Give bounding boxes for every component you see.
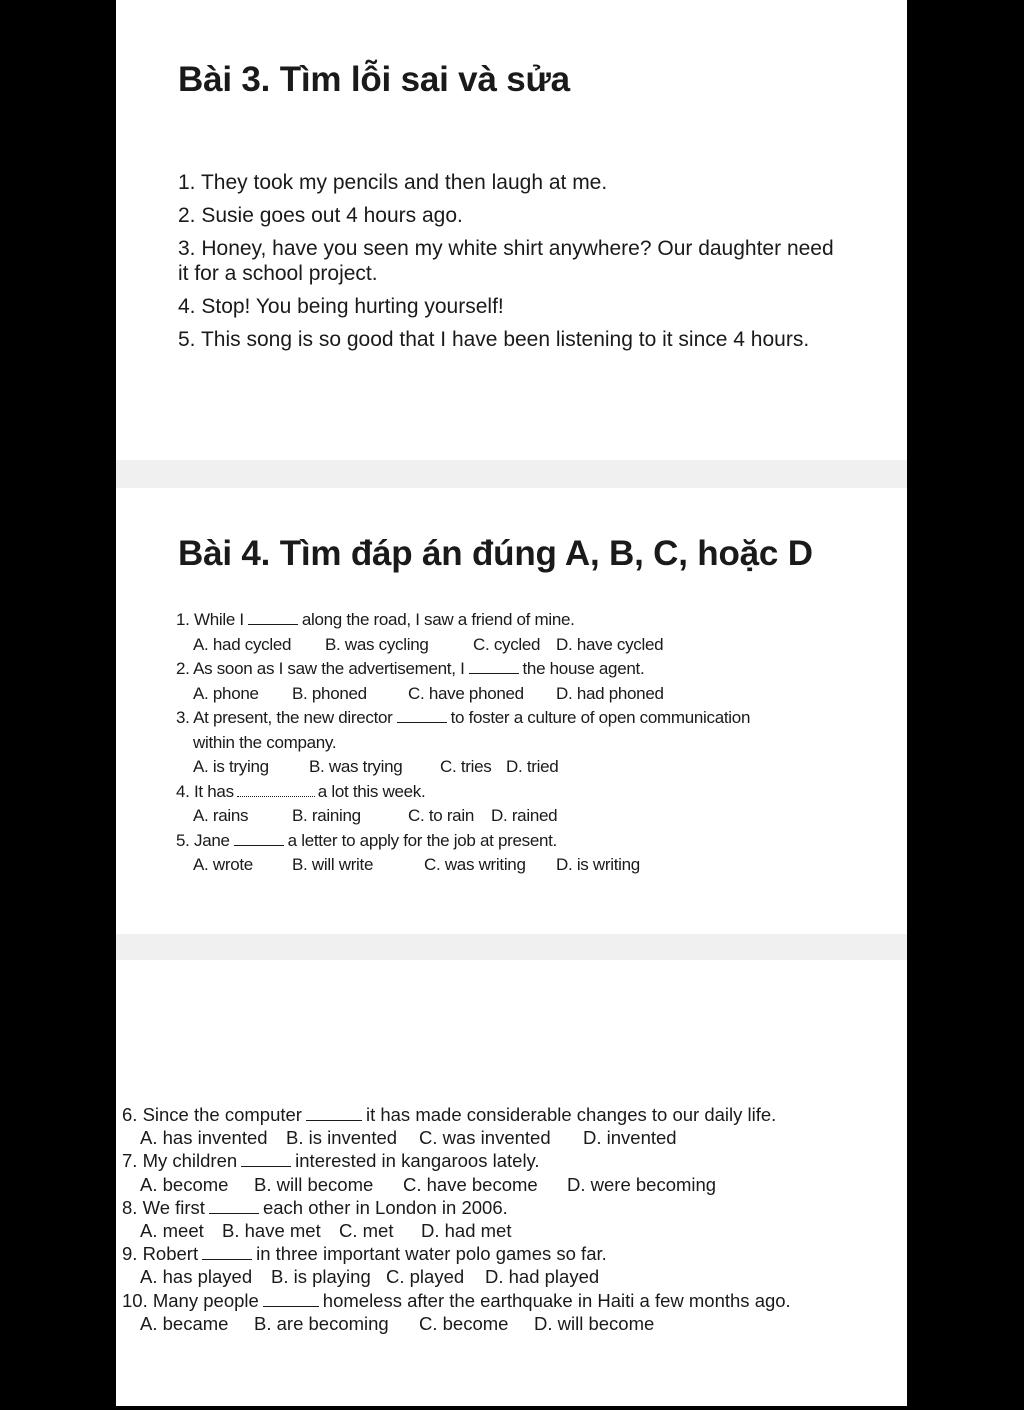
option-c: C. to rain bbox=[408, 806, 474, 825]
option-b: B. is invented bbox=[286, 1127, 398, 1149]
list-item: 4. Stop! You being hurting yourself! bbox=[178, 295, 504, 318]
question-text: interested in kangaroos lately. bbox=[295, 1150, 540, 1172]
option-b: B. will become bbox=[254, 1173, 374, 1195]
question-4 bbox=[176, 780, 856, 805]
answer-blank bbox=[202, 1243, 252, 1261]
question-text: a lot this week. bbox=[317, 781, 426, 801]
answer-blank bbox=[469, 658, 519, 674]
answer-blank bbox=[209, 1196, 259, 1214]
page-exercise-4 bbox=[116, 488, 907, 934]
question-2 bbox=[176, 657, 856, 682]
option-c: C. tries bbox=[440, 757, 492, 776]
question-3 bbox=[176, 706, 856, 731]
question-5 bbox=[176, 829, 856, 854]
option-d: D. tried bbox=[506, 757, 559, 776]
option-d: D. is writing bbox=[556, 855, 640, 874]
question-text: in three important water polo games so far. bbox=[256, 1243, 607, 1265]
question-text: 5. Jane bbox=[176, 830, 230, 850]
exercise-4-questions bbox=[176, 608, 856, 878]
option-c: C. was writing bbox=[424, 855, 526, 874]
question-text: it has made considerable changes to our daily life. bbox=[365, 1104, 777, 1125]
options-row bbox=[122, 1173, 892, 1196]
options-row bbox=[122, 1219, 892, 1242]
option-c: C. played bbox=[386, 1266, 465, 1288]
question-text: 4. It has bbox=[176, 781, 234, 801]
list-item: 5. This song is so good that I have been listening to it since 4 hours. bbox=[178, 328, 810, 351]
list-item: 3. Honey, have you seen my white shirt anywhere? Our daughter need it for a school project. bbox=[178, 237, 834, 285]
exercise-3-title: Bài 3. Tìm lỗi sai và sửa bbox=[178, 60, 570, 99]
option-b: B. are becoming bbox=[254, 1312, 389, 1334]
option-d: D. had phoned bbox=[556, 683, 664, 703]
option-b: B. phoned bbox=[292, 683, 367, 703]
option-b: B. have met bbox=[222, 1220, 321, 1242]
question-text: a letter to apply for the job at present. bbox=[287, 830, 557, 850]
option-d: D. invented bbox=[583, 1127, 677, 1149]
option-c: C. was invented bbox=[419, 1127, 551, 1149]
option-b: B. raining bbox=[292, 806, 361, 825]
option-a: A. phone bbox=[193, 683, 259, 703]
option-c: C. become bbox=[419, 1312, 509, 1334]
question-text: 6. Since the computer bbox=[122, 1104, 302, 1125]
option-b: B. is playing bbox=[271, 1266, 371, 1288]
question-text: along the road, I saw a friend of mine. bbox=[301, 610, 575, 629]
question-text: the house agent. bbox=[522, 659, 645, 678]
list-item: 1. They took my pencils and then laugh at me. bbox=[178, 171, 608, 194]
option-d: D. will become bbox=[534, 1312, 655, 1334]
options-row bbox=[176, 853, 856, 878]
answer-blank bbox=[234, 829, 284, 845]
options-row bbox=[176, 633, 856, 658]
option-b: B. was cycling bbox=[325, 634, 429, 654]
options-row bbox=[122, 1312, 892, 1335]
answer-blank bbox=[241, 1150, 291, 1168]
option-a: A. meet bbox=[140, 1220, 204, 1242]
question-text: 10. Many people bbox=[122, 1289, 259, 1311]
page-exercise-3 bbox=[116, 0, 907, 460]
option-d: D. had played bbox=[485, 1266, 600, 1288]
option-a: A. wrote bbox=[193, 855, 253, 874]
option-a: A. is trying bbox=[193, 757, 269, 776]
option-c: C. cycled bbox=[473, 634, 541, 654]
exercise-4-title: Bài 4. Tìm đáp án đúng A, B, C, hoặc D bbox=[178, 534, 813, 573]
question-text: 7. My children bbox=[122, 1150, 238, 1172]
option-a: A. had cycled bbox=[193, 634, 292, 654]
option-a: A. become bbox=[140, 1173, 229, 1195]
answer-blank bbox=[248, 609, 298, 625]
answer-blank bbox=[306, 1103, 362, 1121]
question-7 bbox=[122, 1149, 892, 1172]
question-9 bbox=[122, 1242, 892, 1265]
question-10 bbox=[122, 1289, 892, 1312]
option-a: A. has played bbox=[140, 1266, 253, 1288]
option-c: C. have become bbox=[403, 1173, 538, 1195]
question-6 bbox=[122, 1103, 892, 1126]
question-text: 2. As soon as I saw the advertisement, I bbox=[176, 659, 465, 678]
options-row bbox=[122, 1126, 892, 1149]
answer-blank bbox=[237, 780, 315, 796]
option-a: A. has invented bbox=[140, 1127, 268, 1149]
options-row bbox=[176, 682, 856, 707]
option-c: C. met bbox=[339, 1220, 394, 1242]
option-d: D. were becoming bbox=[567, 1173, 717, 1195]
page-divider bbox=[116, 934, 907, 960]
option-c: C. have phoned bbox=[408, 683, 524, 703]
exercise-4-questions-continued bbox=[122, 1103, 892, 1335]
option-d: D. had met bbox=[421, 1220, 512, 1242]
options-row bbox=[122, 1265, 892, 1288]
answer-blank bbox=[263, 1289, 319, 1307]
exercise-3-list bbox=[178, 170, 848, 360]
option-a: A. became bbox=[140, 1312, 229, 1334]
page-divider bbox=[116, 460, 907, 488]
option-b: B. will write bbox=[292, 855, 374, 874]
question-text: 3. At present, the new director bbox=[176, 708, 393, 727]
question-text: 9. Robert bbox=[122, 1243, 199, 1265]
option-b: B. was trying bbox=[309, 757, 403, 776]
question-8 bbox=[122, 1196, 892, 1219]
question-text: 8. We first bbox=[122, 1196, 205, 1218]
option-d: D. have cycled bbox=[556, 634, 664, 654]
question-text: each other in London in 2006. bbox=[262, 1196, 508, 1218]
question-continuation: within the company. bbox=[193, 732, 337, 752]
question-text: homeless after the earthquake in Haiti a few months ago. bbox=[322, 1289, 791, 1311]
answer-blank bbox=[397, 707, 447, 723]
option-d: D. rained bbox=[491, 806, 558, 825]
option-a: A. rains bbox=[193, 806, 249, 825]
options-row bbox=[176, 755, 856, 780]
question-text: 1. While I bbox=[176, 610, 244, 629]
question-text: to foster a culture of open communication bbox=[450, 708, 751, 727]
page-exercise-4-continued bbox=[116, 960, 907, 1406]
question-1 bbox=[176, 608, 856, 633]
list-item: 2. Susie goes out 4 hours ago. bbox=[178, 204, 463, 227]
options-row bbox=[176, 804, 856, 829]
